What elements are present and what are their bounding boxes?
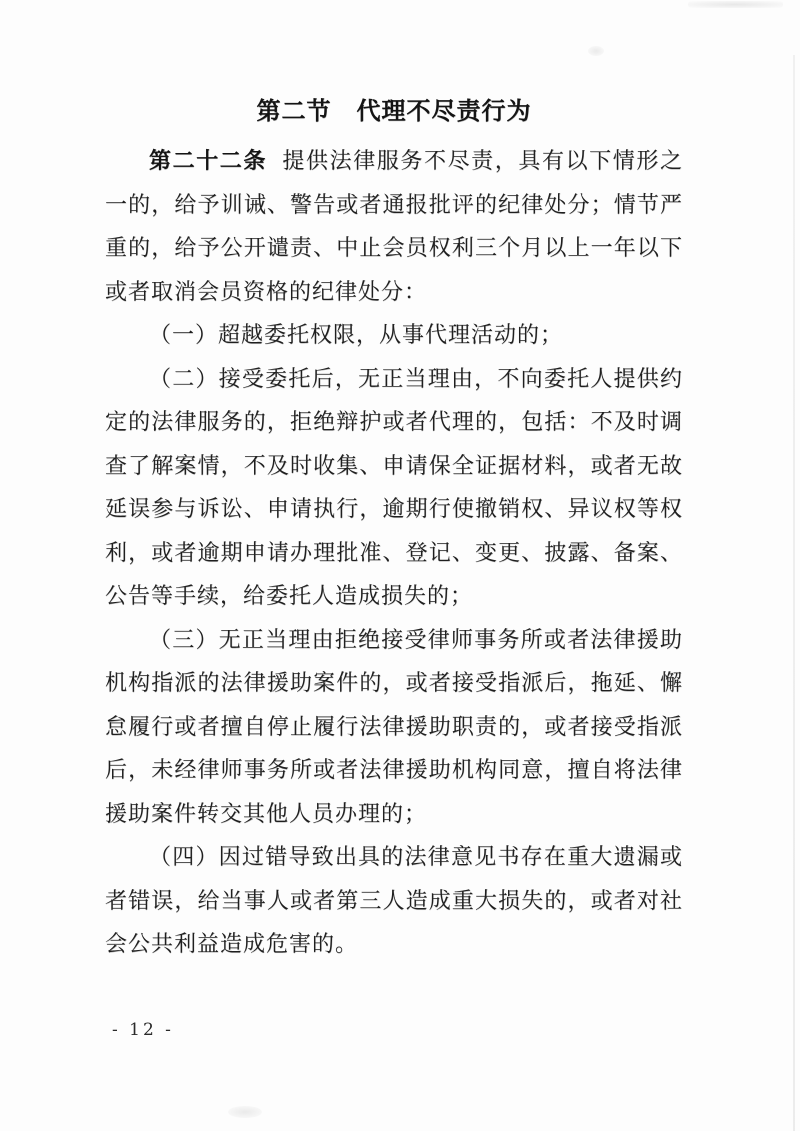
scan-smudge-artifact [588,46,604,56]
section-heading: 第二节 代理不尽责行为 [256,98,532,125]
article-intro-text: 提供法律服务不尽责，具有以下情形之一的，给予训诫、警告或者通报批评的纪律处分；情节严重的，给予公开谴责、中止会员权利三个月以上一年以下或者取消会员资格的纪律处分： [105,148,683,304]
clause-item-3: （三）无正当理由拒绝接受律师事务所或者法律援助机构指派的法律援助案件的，或者接受指派后，拖延、懈怠履行或者擅自停止履行法律援助职责的，或者接受指派后，未经律师事务所或者法律援助机构同意，擅自将法律援助案件转交其他人员办理的； [105,626,683,826]
scan-smudge-artifact [228,1106,262,1118]
article-paragraph [105,139,683,313]
scan-smudge-artifact [688,1,783,8]
document-text-block [105,90,683,966]
clause-item-2: （二）接受委托后，无正当理由，不向委托人提供约定的法律服务的，拒绝辩护或者代理的，包括：不及时调查了解案情，不及时收集、申请保全证据材料，或者无故延误参与诉讼、申请执行，逾期行使撤销权、异议权等权利，或者逾期申请办理批准、登记、变更、披露、备案、公告等手续，给委托人造成损失的； [105,365,683,608]
article-number-label: 第二十二条 [149,148,267,173]
scan-edge-artifact [793,55,795,1131]
page-number: - 12 - [112,1020,174,1040]
clause-item-4: （四）因过错导致出具的法律意见书存在重大遗漏或者错误，给当事人或者第三人造成重大损失的，或者对社会公共利益造成危害的。 [105,844,683,956]
clause-item-1: （一）超越委托权限，从事代理活动的； [149,322,564,347]
